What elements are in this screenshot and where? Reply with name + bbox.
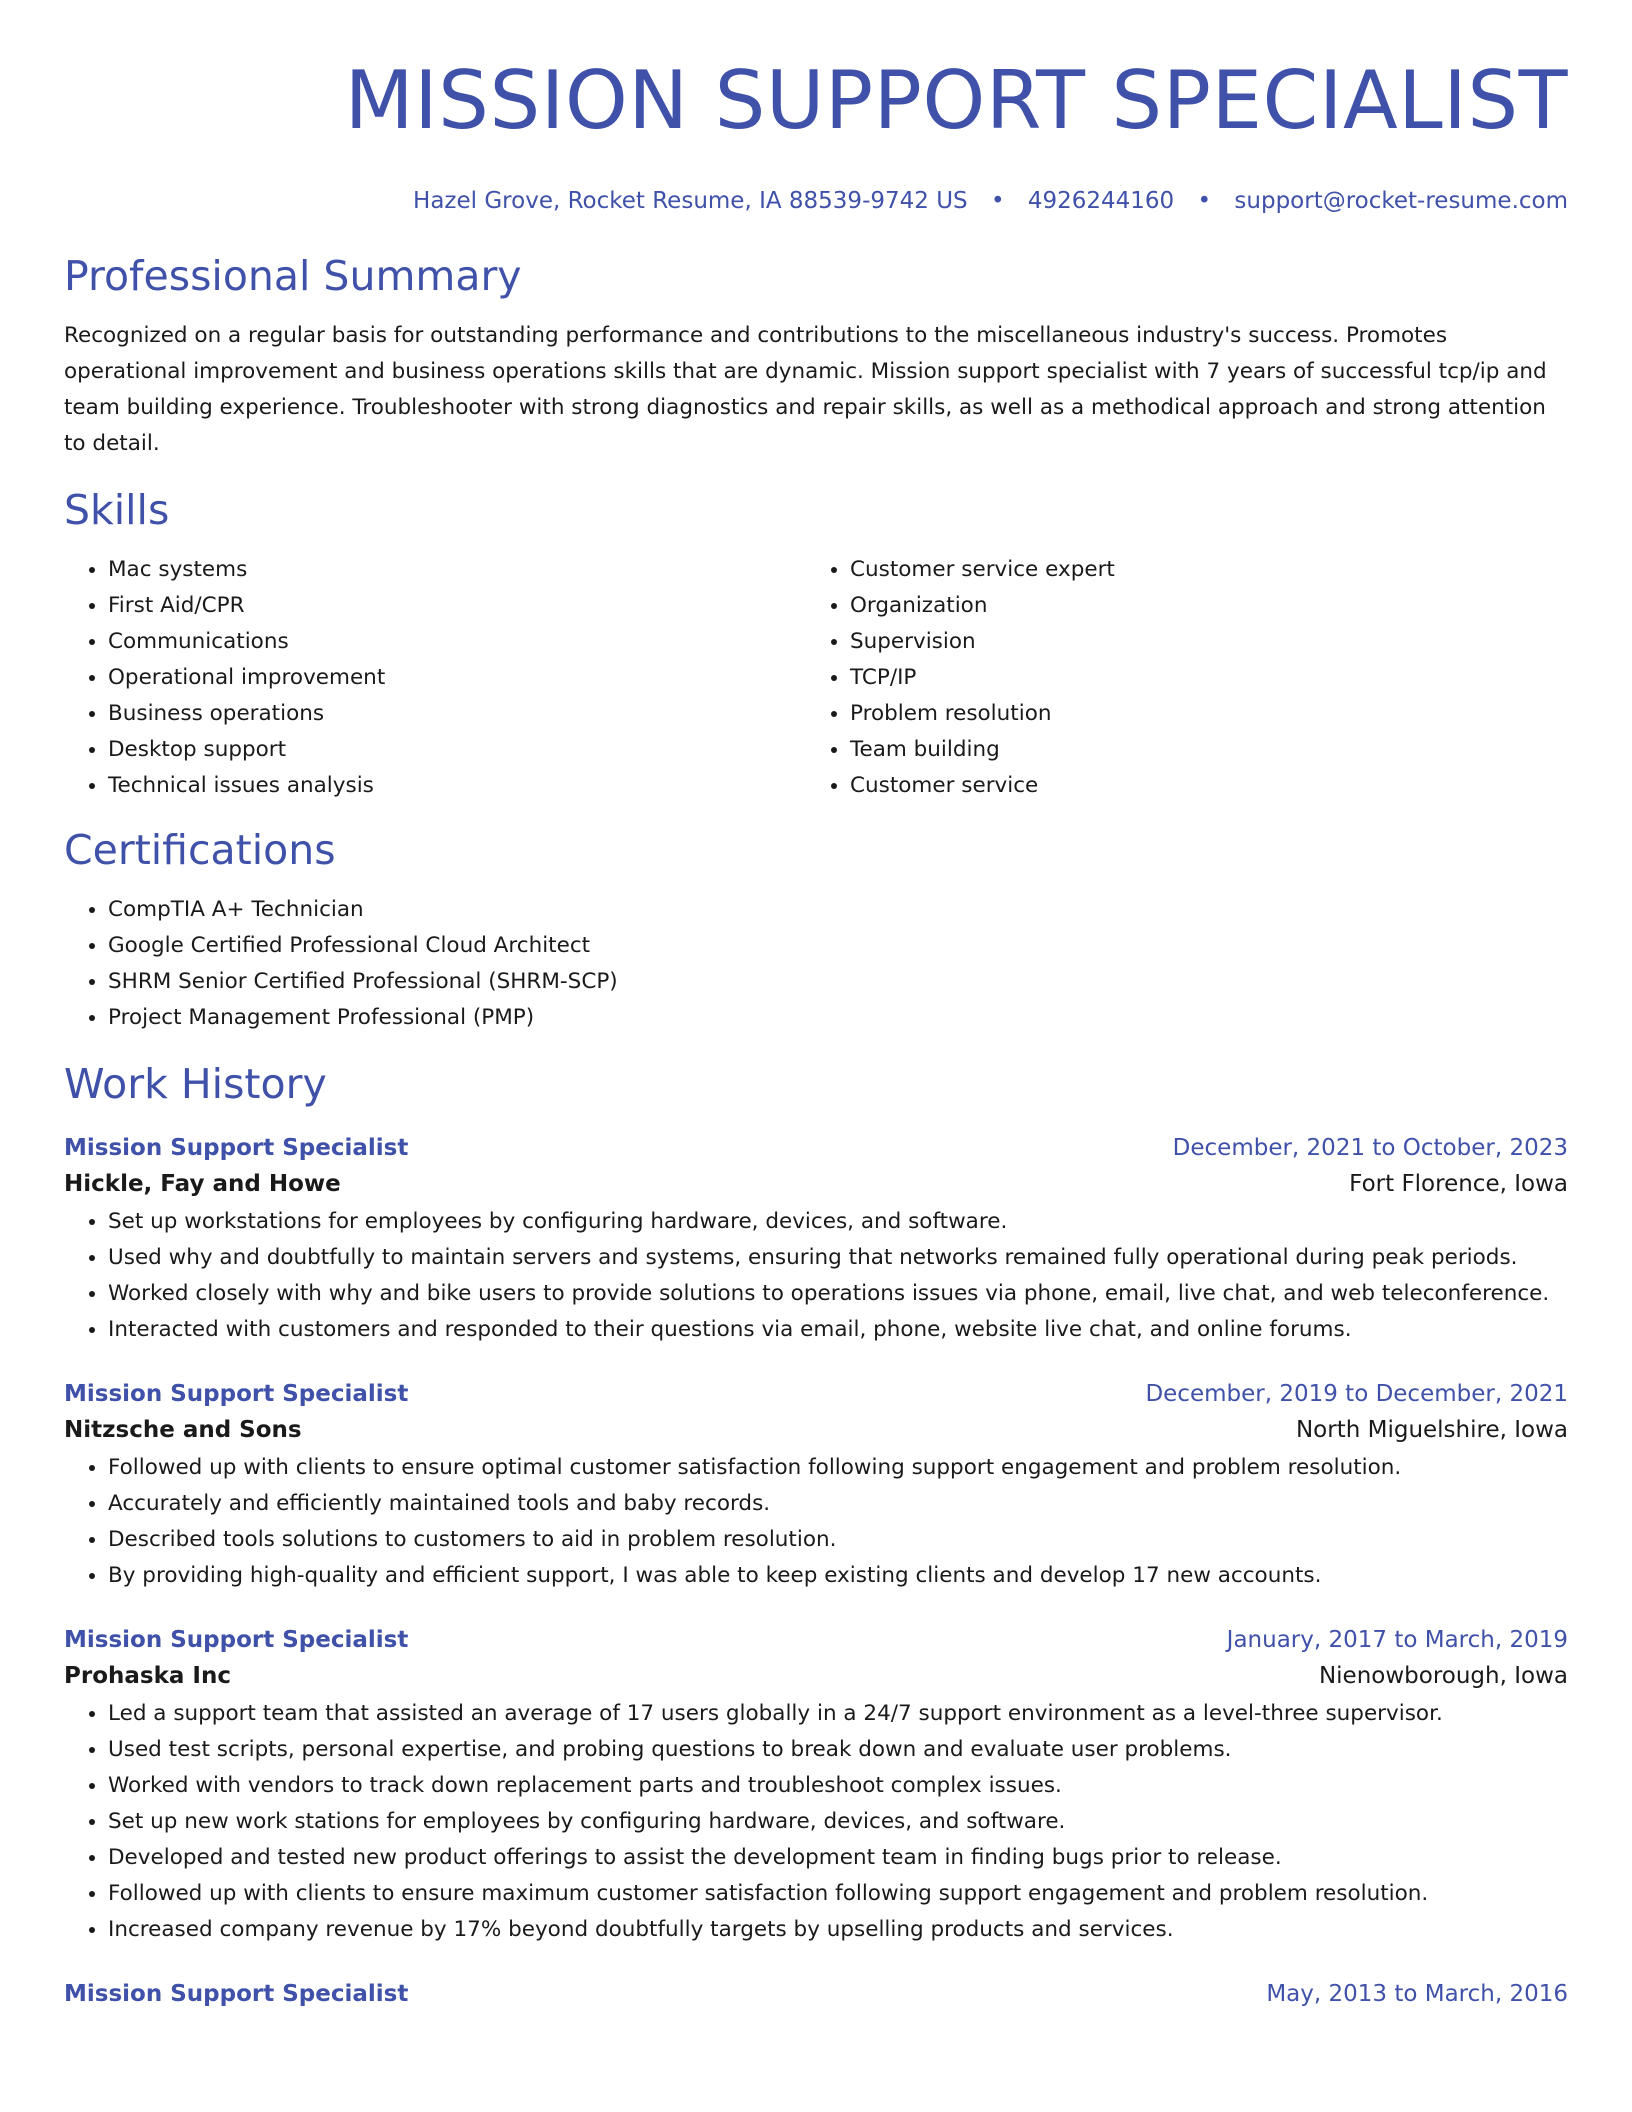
skill-item: • Operational improvement <box>108 660 806 696</box>
job-location: North Miguelshire, Iowa <box>1295 1417 1568 1443</box>
job-bullet-list <box>64 1204 1568 1348</box>
skill-item: • Desktop support <box>108 732 806 768</box>
job-title-row <box>64 1378 1568 1410</box>
skill-item: • Team building <box>850 732 1568 768</box>
job-location: Nienowborough, Iowa <box>1318 1663 1568 1689</box>
job-bullet: • By providing high-quality and efficient support, I was able to keep existing clients and develop 17 new accounts. <box>108 1558 1568 1594</box>
contact-separator: • <box>990 188 1005 214</box>
certifications-section <box>64 824 1568 1036</box>
certification-item: • SHRM Senior Certified Professional (SHRM-SCP) <box>108 964 1568 1000</box>
job-title: Mission Support Specialist <box>64 1135 409 1161</box>
job-title: Mission Support Specialist <box>64 1381 409 1407</box>
work-history-heading: Work History <box>64 1060 327 1108</box>
contact-email: support@rocket-resume.com <box>1234 188 1568 214</box>
job-dates: December, 2019 to December, 2021 <box>1145 1381 1568 1407</box>
job-bullet: • Led a support team that assisted an average of 17 users globally in a 24/7 support environment as a level-three supervisor. <box>108 1696 1568 1732</box>
skill-item: • TCP/IP <box>850 660 1568 696</box>
job-title-row <box>64 1978 1568 2010</box>
job-entry <box>64 1978 1568 2010</box>
job-bullet: • Set up workstations for employees by configuring hardware, devices, and software. <box>108 1204 1568 1240</box>
certification-item: • Google Certified Professional Cloud Architect <box>108 928 1568 964</box>
job-bullet: • Used test scripts, personal expertise, and probing questions to break down and evaluate user problems. <box>108 1732 1568 1768</box>
job-company-row <box>64 1164 1568 1204</box>
job-location: Fort Florence, Iowa <box>1349 1171 1568 1197</box>
job-bullet: • Increased company revenue by 17% beyond doubtfully targets by upselling products and services. <box>108 1912 1568 1948</box>
job-bullet-list <box>64 1450 1568 1594</box>
job-title: Mission Support Specialist <box>64 1627 409 1653</box>
job-bullet: • Described tools solutions to customers to aid in problem resolution. <box>108 1522 1568 1558</box>
skill-item: • Communications <box>108 624 806 660</box>
job-bullet: • Developed and tested new product offerings to assist the development team in finding bugs prior to release. <box>108 1840 1568 1876</box>
skill-item: • Organization <box>850 588 1568 624</box>
skill-item: • Customer service <box>850 768 1568 804</box>
contact-line <box>64 186 1568 216</box>
skill-item: • Business operations <box>108 696 806 732</box>
job-bullet: • Followed up with clients to ensure maximum customer satisfaction following support engagement and problem resolution. <box>108 1876 1568 1912</box>
skill-item: • First Aid/CPR <box>108 588 806 624</box>
summary-text: Recognized on a regular basis for outstanding performance and contributions to the miscellaneous industry's success. Promotes operational improvement and business operations skills that are dynamic. Mission support specialist with 7 years of successful tcp/ip and team building experience. Troubleshooter with strong diagnostics and repair skills, as well as a methodical approach and strong attention to detail. <box>64 323 1547 456</box>
skills-section <box>64 484 1568 804</box>
certifications-list <box>64 892 1568 1036</box>
job-entry <box>64 1624 1568 1948</box>
job-title-row <box>64 1624 1568 1656</box>
resume-header <box>64 52 1568 216</box>
job-dates: January, 2017 to March, 2019 <box>1226 1627 1568 1653</box>
contact-address: Hazel Grove, Rocket Resume, IA 88539-9742 US <box>413 188 968 214</box>
job-bullet: • Followed up with clients to ensure optimal customer satisfaction following support engagement and problem resolution. <box>108 1450 1568 1486</box>
job-dates: May, 2013 to March, 2016 <box>1266 1981 1568 2007</box>
job-company: Hickle, Fay and Howe <box>64 1171 341 1197</box>
skills-list-left <box>64 552 806 804</box>
job-bullet: • Interacted with customers and responded to their questions via email, phone, website live chat, and online forums. <box>108 1312 1568 1348</box>
job-company-row <box>64 1410 1568 1450</box>
job-bullet: • Set up new work stations for employees by configuring hardware, devices, and software. <box>108 1804 1568 1840</box>
contact-phone: 4926244160 <box>1027 188 1175 214</box>
skill-item: • Problem resolution <box>850 696 1568 732</box>
skill-item: • Mac systems <box>108 552 806 588</box>
job-title: Mission Support Specialist <box>64 1981 409 2007</box>
certifications-heading: Certifications <box>64 826 336 874</box>
skills-heading: Skills <box>64 486 170 534</box>
summary-heading: Professional Summary <box>64 252 522 300</box>
job-bullet: • Worked closely with why and bike users to provide solutions to operations issues via phone, email, live chat, and web teleconference. <box>108 1276 1568 1312</box>
job-entry <box>64 1132 1568 1348</box>
skill-item: • Customer service expert <box>850 552 1568 588</box>
job-title-row <box>64 1132 1568 1164</box>
job-dates: December, 2021 to October, 2023 <box>1172 1135 1568 1161</box>
skill-item: • Technical issues analysis <box>108 768 806 804</box>
skill-item: • Supervision <box>850 624 1568 660</box>
skills-list-right <box>806 552 1568 804</box>
job-entry <box>64 1378 1568 1594</box>
job-bullet-list <box>64 1696 1568 1948</box>
contact-separator: • <box>1197 188 1212 214</box>
job-company: Nitzsche and Sons <box>64 1417 302 1443</box>
job-company-row <box>64 1656 1568 1696</box>
job-bullet: • Accurately and efficiently maintained tools and baby records. <box>108 1486 1568 1522</box>
certification-item: • CompTIA A+ Technician <box>108 892 1568 928</box>
certification-item: • Project Management Professional (PMP) <box>108 1000 1568 1036</box>
job-bullet: • Worked with vendors to track down replacement parts and troubleshoot complex issues. <box>108 1768 1568 1804</box>
job-bullet: • Used why and doubtfully to maintain servers and systems, ensuring that networks remained fully operational during peak periods. <box>108 1240 1568 1276</box>
skills-grid <box>64 552 1568 804</box>
work-history-section <box>64 1058 1568 2010</box>
summary-section <box>64 250 1568 462</box>
job-title-heading: MISSION SUPPORT SPECIALIST <box>344 54 1568 147</box>
job-company: Prohaska Inc <box>64 1663 231 1689</box>
